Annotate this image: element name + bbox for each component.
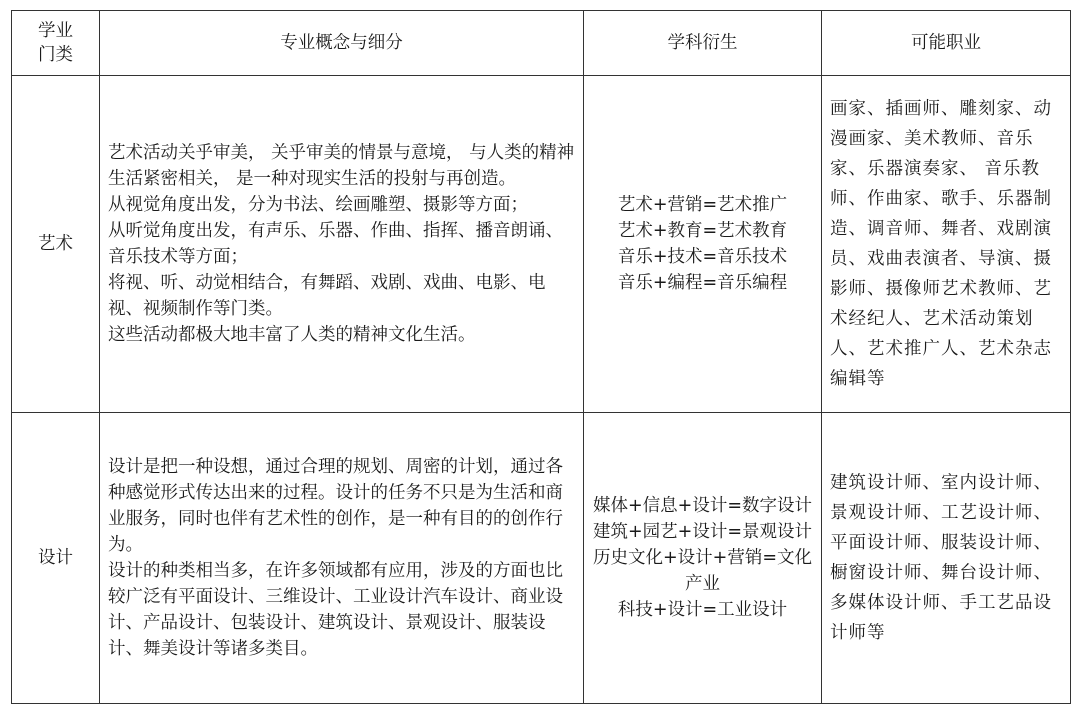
header-derivation: 学科衍生 <box>584 11 822 76</box>
header-category <box>12 11 100 76</box>
header-careers: 可能职业 <box>822 11 1071 76</box>
concept-paragraph: 设计的种类相当多，在许多领域都有应用，涉及的方面也比较广泛有平面设计、三维设计、工业设计汽车设计、商业设计、产品设计、包装设计、建筑设计、景观设计、服装设计、舞美设计等诸多类目。 <box>108 561 563 659</box>
category-cell: 艺术 <box>12 76 100 413</box>
careers-text: 画家、插画师、雕刻家、动漫画家、美术教师、音乐家、乐器演奏家、 音乐教师、作曲家、歌手、乐器制造、调音师、舞者、戏剧演员、戏曲表演者、导演、摄影师、摄像师艺术教师、艺术经纪人、艺术活动策划人、艺术推广人、艺术杂志编辑等 <box>830 99 1052 389</box>
major-table-container <box>11 10 1071 704</box>
derivation-item: 科技+设计=工业设计 <box>617 600 788 620</box>
derivation-item: 音乐+编程=音乐编程 <box>617 273 788 293</box>
derivation-item: 音乐+技术=音乐技术 <box>617 247 788 267</box>
derivation-item: 建筑+园艺+设计=景观设计 <box>593 522 812 542</box>
derivation-cell <box>584 413 822 704</box>
table-row <box>12 413 1071 704</box>
table-row <box>12 76 1071 413</box>
header-concept: 专业概念与细分 <box>100 11 584 76</box>
concept-paragraph: 设计是把一种设想，通过合理的规划、周密的计划，通过各种感觉形式传达出来的过程。设计的任务不只是为生活和商业服务，同时也伴有艺术性的创作，是一种有目的的创作行为。 <box>108 457 563 555</box>
careers-cell <box>822 76 1071 413</box>
careers-cell <box>822 413 1071 704</box>
concept-paragraph: 从视觉角度出发，分为书法、绘画雕塑、摄影等方面； <box>108 195 528 215</box>
derivation-cell <box>584 76 822 413</box>
concept-cell <box>100 76 584 413</box>
concept-paragraph: 这些活动都极大地丰富了人类的精神文化生活。 <box>108 325 476 345</box>
derivation-item: 艺术+营销=艺术推广 <box>617 195 788 215</box>
derivation-item: 媒体+信息+设计=数字设计 <box>593 496 812 516</box>
table-header-row <box>12 11 1071 76</box>
major-table <box>11 10 1071 704</box>
header-category-line1: 学业 <box>38 21 73 41</box>
concept-paragraph: 艺术活动关乎审美， 关乎审美的情景与意境， 与人类的精神生活紧密相关， 是一种对现实生活的投射与再创造。 <box>108 143 575 189</box>
concept-cell <box>100 413 584 704</box>
derivation-item: 艺术+教育=艺术教育 <box>617 221 788 241</box>
header-category-line2: 门类 <box>38 45 73 65</box>
concept-paragraph: 从听觉角度出发，有声乐、乐器、作曲、指挥、播音朗诵、音乐技术等方面； <box>108 221 563 267</box>
category-cell: 设计 <box>12 413 100 704</box>
concept-paragraph: 将视、听、动觉相结合，有舞蹈、戏剧、戏曲、电影、电视、视频制作等门类。 <box>108 273 546 319</box>
careers-text: 建筑设计师、室内设计师、景观设计师、工艺设计师、平面设计师、服装设计师、橱窗设计师、舞台设计师、多媒体设计师、手工艺品设计师等 <box>830 473 1052 643</box>
derivation-item: 历史文化+设计+营销=文化产业 <box>593 548 812 594</box>
